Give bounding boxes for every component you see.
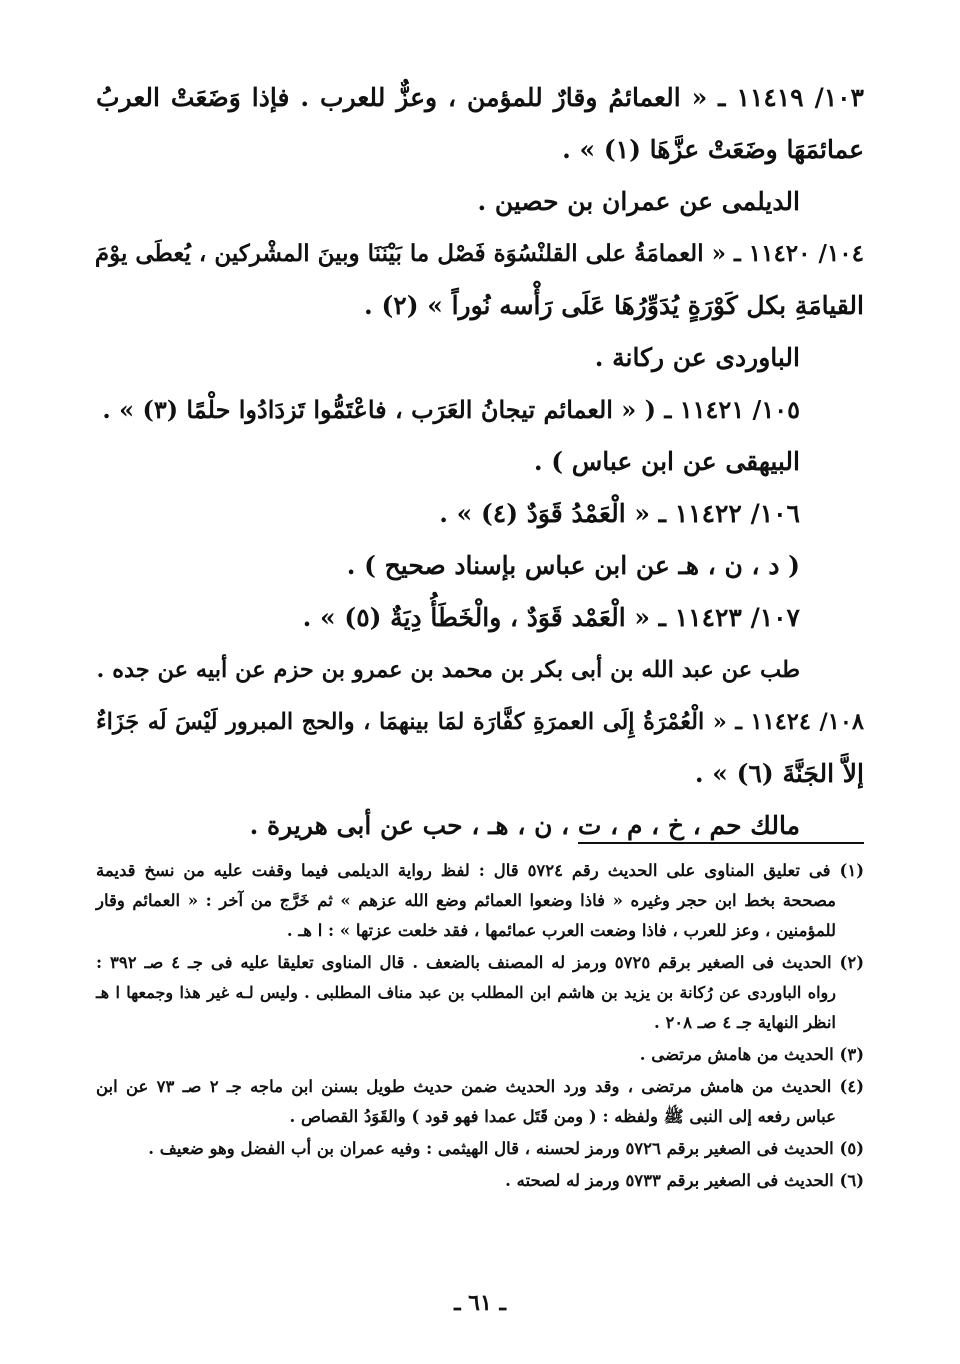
source-line-104: الباوردى عن ركانة . [594, 343, 800, 372]
hadith-103-line-1: ١٠٣/ ١١٤١٩ ـ « العمائمُ وقارٌ للمؤمن ، وعزٌّ للعرب . فإذا وَضَعَتْ العربُ [96, 83, 864, 112]
footnote-1-line-2: مصححة بخط ابن حجر وغيره « فاذا وضعوا العمائم وضع الله عزهم » ثم خَرَّج من آخر : « العمائم وقار [96, 891, 836, 910]
source-line-103: الديلمى عن عمران بن حصين . [477, 187, 800, 216]
hadith-103-line-2: عمائمَهَا وضَعَتْ عزَّهَا (١) » . [562, 135, 864, 164]
footnote-6-line: (٦) الحديث فى الصغير برقم ٥٧٣٣ ورمز له لصحته . [505, 1171, 864, 1190]
hadith-105-line: ١٠٥/ ١١٤٢١ ـ ( « العمائم تيجانُ العَرَب ، فاعْتَمُّوا تَزدَادُوا حلْمًا (٣) » . [102, 395, 800, 424]
hadith-104-line-1: ١٠٤/ ١١٤٢٠ ـ « العمامَةُ على القلنْسُوَة فَصْل ما بَيْنَنَا وبينَ المشْركين ، يُعطَى يوْمَ [94, 240, 864, 267]
source-line-107: طب عن عبد الله بن أبى بكر بن محمد بن عمرو بن حزم عن أبيه عن جده . [96, 657, 800, 683]
footnote-4-line-1: (٤) الحديث من هامش مرتضى ، وقد ورد الحديث ضمن حديث طويل بسنن ابن ماجه جـ ٢ صـ ٧٣ عن ابن [96, 1077, 865, 1096]
page-number: ـ ٦١ ـ [454, 1290, 506, 1316]
source-line-105: البيهقى عن ابن عباس ) . [533, 447, 800, 476]
hadith-107-line: ١٠٧/ ١١٤٢٣ ـ « الْعَمْد قَوَدٌ ، والْخَطَأُ دِيَةٌ (٥) » . [302, 603, 800, 632]
footnote-2-line-3: انظر النهاية جـ ٤ صـ ٢٠٨ . [653, 1013, 836, 1032]
source-line-106: ( د ، ن ، هـ عن ابن عباس بإسناد صحيح ) . [346, 551, 800, 580]
footnote-separator [578, 842, 864, 844]
footnote-4-line-2: عباس رفعه إلى النبى ﷺ ولفظه : ( ومن قَتَل عمدا فهو قود ) والقَوَدُ القصاص . [289, 1107, 836, 1126]
hadith-108-line-1: ١٠٨/ ١١٤٢٤ ـ « الْعُمْرَةُ إِلَى العمرَةِ كفَّارَة لمَا بينهمَا ، والحج المبرور لَيْسَ لَه جَزَاءٌ [96, 709, 864, 735]
hadith-108-line-2: إلاَّ الجَنَّةَ (٦) » . [694, 759, 864, 788]
book-page [96, 0, 864, 1364]
footnote-3-line: (٣) الحديث من هامش مرتضى . [639, 1045, 864, 1064]
footnote-5-line: (٥) الحديث فى الصغير برقم ٥٧٢٦ ورمز لحسنه ، قال الهيثمى : وفيه عمران بن أب الفضل وهو ضعيف . [148, 1139, 864, 1158]
footnote-1-line-3: للمؤمنين ، وعز للعرب ، فاذا وضعت العرب عمائمها ، فقد خلعت عزتها » : ا هـ . [286, 921, 836, 940]
footnote-2-line-2: رواه الباوردى عن رُكانة بن يزيد بن هاشم ابن المطلب بن عبد مناف المطلبى . وليس لـه غير هذا وجمعها ا هـ [96, 983, 836, 1002]
footnote-2-line-1: (٢) الحديث فى الصغير برقم ٥٧٢٥ ورمز له المصنف بالضعف . قال المناوى تعليقا عليه فى جـ ٤ صـ ٣٩٢ : [96, 953, 865, 972]
hadith-106-line: ١٠٦/ ١١٤٢٢ ـ « الْعَمْدُ قَوَدٌ (٤) » . [439, 499, 800, 528]
hadith-104-line-2: القيامَةِ بكل كَوْرَةٍ يُدَوِّرُهَا عَلَى رَأْسه نُوراً » (٢) . [364, 291, 864, 320]
footnote-1-line-1: (١) فى تعليق المناوى على الحديث رقم ٥٧٢٤ قال : لفظ رواية الديلمى فيما وقفت عليه من نسخ قديمة [96, 861, 864, 880]
source-line-108: مالك حم ، خ ، م ، ت ، ن ، هـ ، حب عن أبى هريرة . [249, 811, 800, 840]
